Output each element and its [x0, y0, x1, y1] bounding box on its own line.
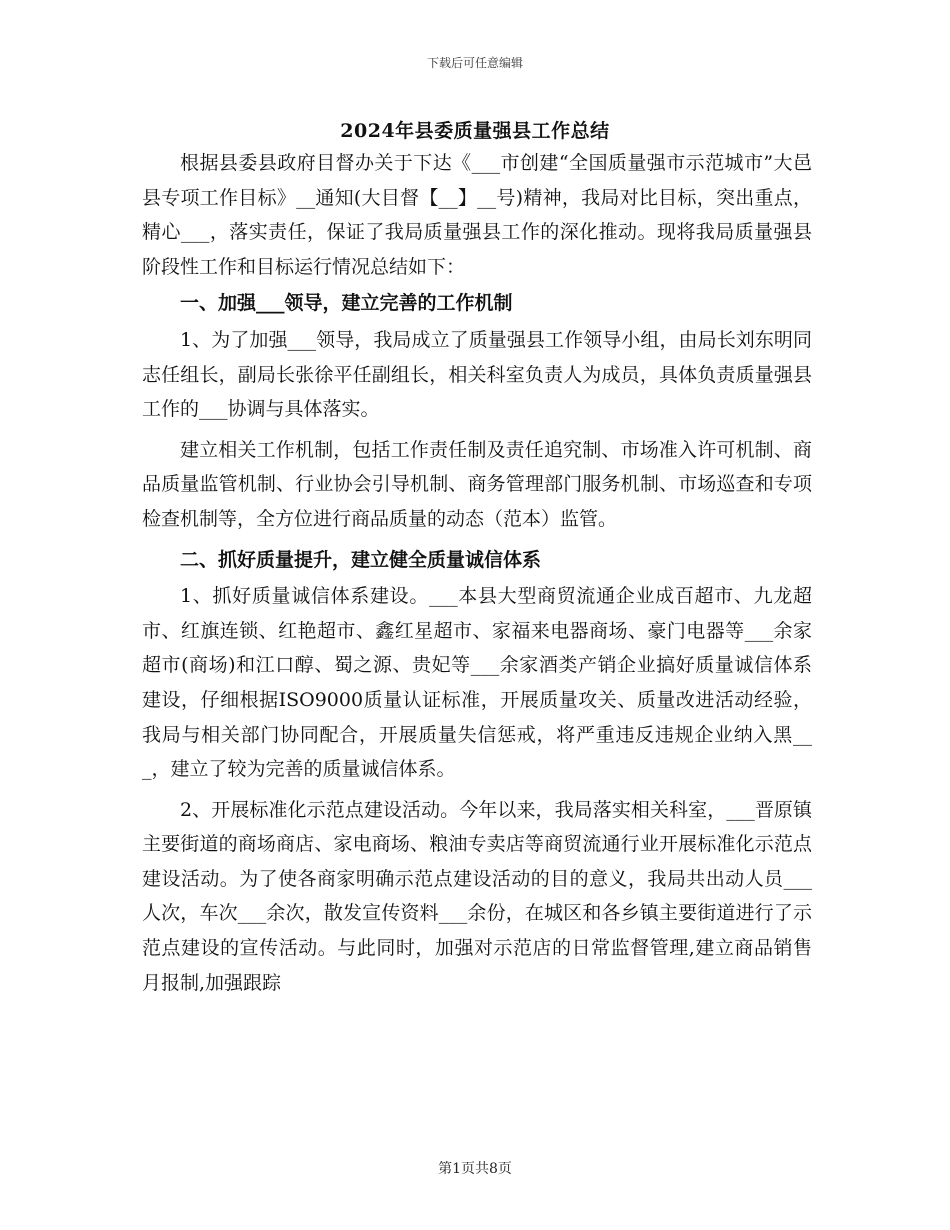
header-note: 下载后可任意编辑 — [426, 56, 523, 70]
body-paragraph: 1、为了加强___领导，我局成立了质量强县工作领导小组，由局长刘东明同志任组长，副局长张徐平任副组长，相关科室负责人为成员，具体负责质量强县工作的___协调与具体落实。 — [142, 328, 812, 421]
body-paragraph: 1、抓好质量诚信体系建设。___本县大型商贸流通企业成百超市、九龙超市、红旗连锁、红艳超市、鑫红星超市、家福来电器商场、豪门电器等___余家超市(商场)和江口醇、蜀之源、贵妃等___余家酒类产销企业搞好质量诚信体系建设，仔细根据ISO9000质量认证标准，开展质量攻关、质量改进活动经验，我局与相关部门协同配合，开展质量失信惩戒，将严重违反违规企业纳入黑___，建立了较为完善的质量诚信体系。 — [142, 585, 812, 781]
page-footer: 第1页共8页 — [438, 1161, 512, 1177]
section-heading-1: 一、加强___领导，建立完善的工作机制 — [180, 292, 513, 315]
document-title: 2024年县委质量强县工作总结 — [340, 120, 610, 142]
body-paragraph: 2、开展标准化示范点建设活动。今年以来，我局落实相关科室，___晋原镇主要街道的商场商店、家电商场、粮油专卖店等商贸流通行业开展标准化示范点建设活动。为了使各商家明确示范点建设活动的目的意义，我局共出动人员___人次，车次___余次，散发宣传资料___余份，在城区和各乡镇主要街道进行了示范点建设的宣传活动。与此同时，加强对示范店的日常监督管理,建立商品销售月报制,加强跟踪 — [142, 798, 812, 994]
body-paragraph: 建立相关工作机制，包括工作责任制及责任追究制、市场准入许可机制、商品质量监管机制、行业协会引导机制、商务管理部门服务机制、市场巡查和专项检查机制等，全方位进行商品质量的动态（范本）监管。 — [142, 438, 812, 530]
document-body — [142, 146, 812, 1000]
intro-paragraph: 根据县委县政府目督办关于下达《___市创建“全国质量强市示范城市”大邑县专项工作目标》__通知(大目督【__】__号)精神，我局对比目标，突出重点，精心___，落实责任，保证了我局质量强县工作的深化推动。现将我局质量强县阶段性工作和目标运行情况总结如下： — [142, 152, 812, 278]
section-heading-2: 二、抓好质量提升，建立健全质量诚信体系 — [180, 548, 542, 571]
